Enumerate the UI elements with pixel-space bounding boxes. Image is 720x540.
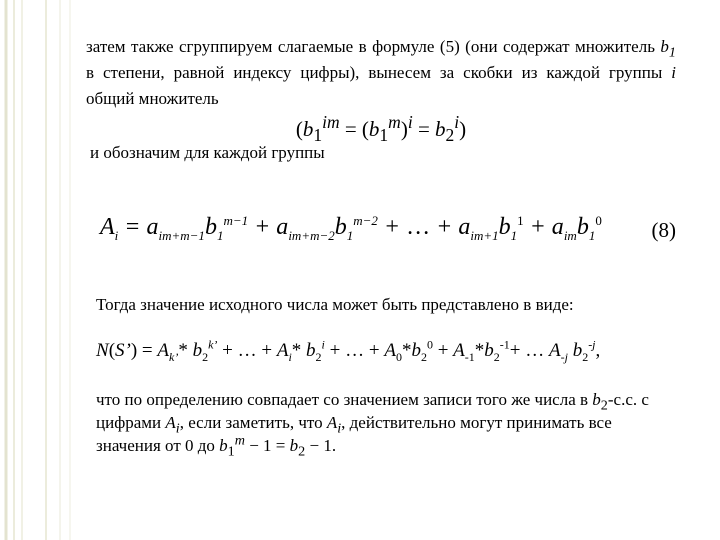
equation-8-number: (8) (651, 218, 676, 242)
paragraph-intro: затем также сгруппируем слагаемые в формуле (5) (они содержат множитель $b_1$ в степени, равной индексу цифры), вынесем за скобки из каждой группы i общий множитель (86, 37, 676, 108)
equation-b1-power: $(b_1^{im} = (b_1^m)^i = b_2^i)$ (295, 112, 467, 146)
paragraph-then: Тогда значение исходного числа может быть представлено в виде: (96, 295, 574, 314)
decorative-side-lines (0, 0, 78, 540)
slide-content (86, 30, 676, 460)
equation-8 (86, 204, 676, 274)
paragraph-conclusion: что по определению совпадает со значением записи того же числа в $b_2-с.с$. с цифрами $A_i$, если заметить, что $A_i$, действительно могут принимать все значения от 0 до $b_1^m - 1 = b_2 - 1$. (96, 390, 649, 460)
equation-number-value: N(S’) = $A_{k’}*$ $b_2^{k’}$ + … + $A_i*$ $b_2^i$ + … + $A_0*b_2^0 + A_{-1}*b_2^{-1}+$ … $A_{-j}$ $b_2^{-j}$, (96, 337, 601, 364)
equation-8-formula: $A_i = a_{im+m-1}b_1^{m-1} + a_{im+m-2}b_1^{m-2}$ + … + $a_{im+1}b_1^1 + a_{im}b_1^0$ (100, 213, 602, 243)
paragraph-denote: и обозначим для каждой группы (90, 143, 325, 162)
